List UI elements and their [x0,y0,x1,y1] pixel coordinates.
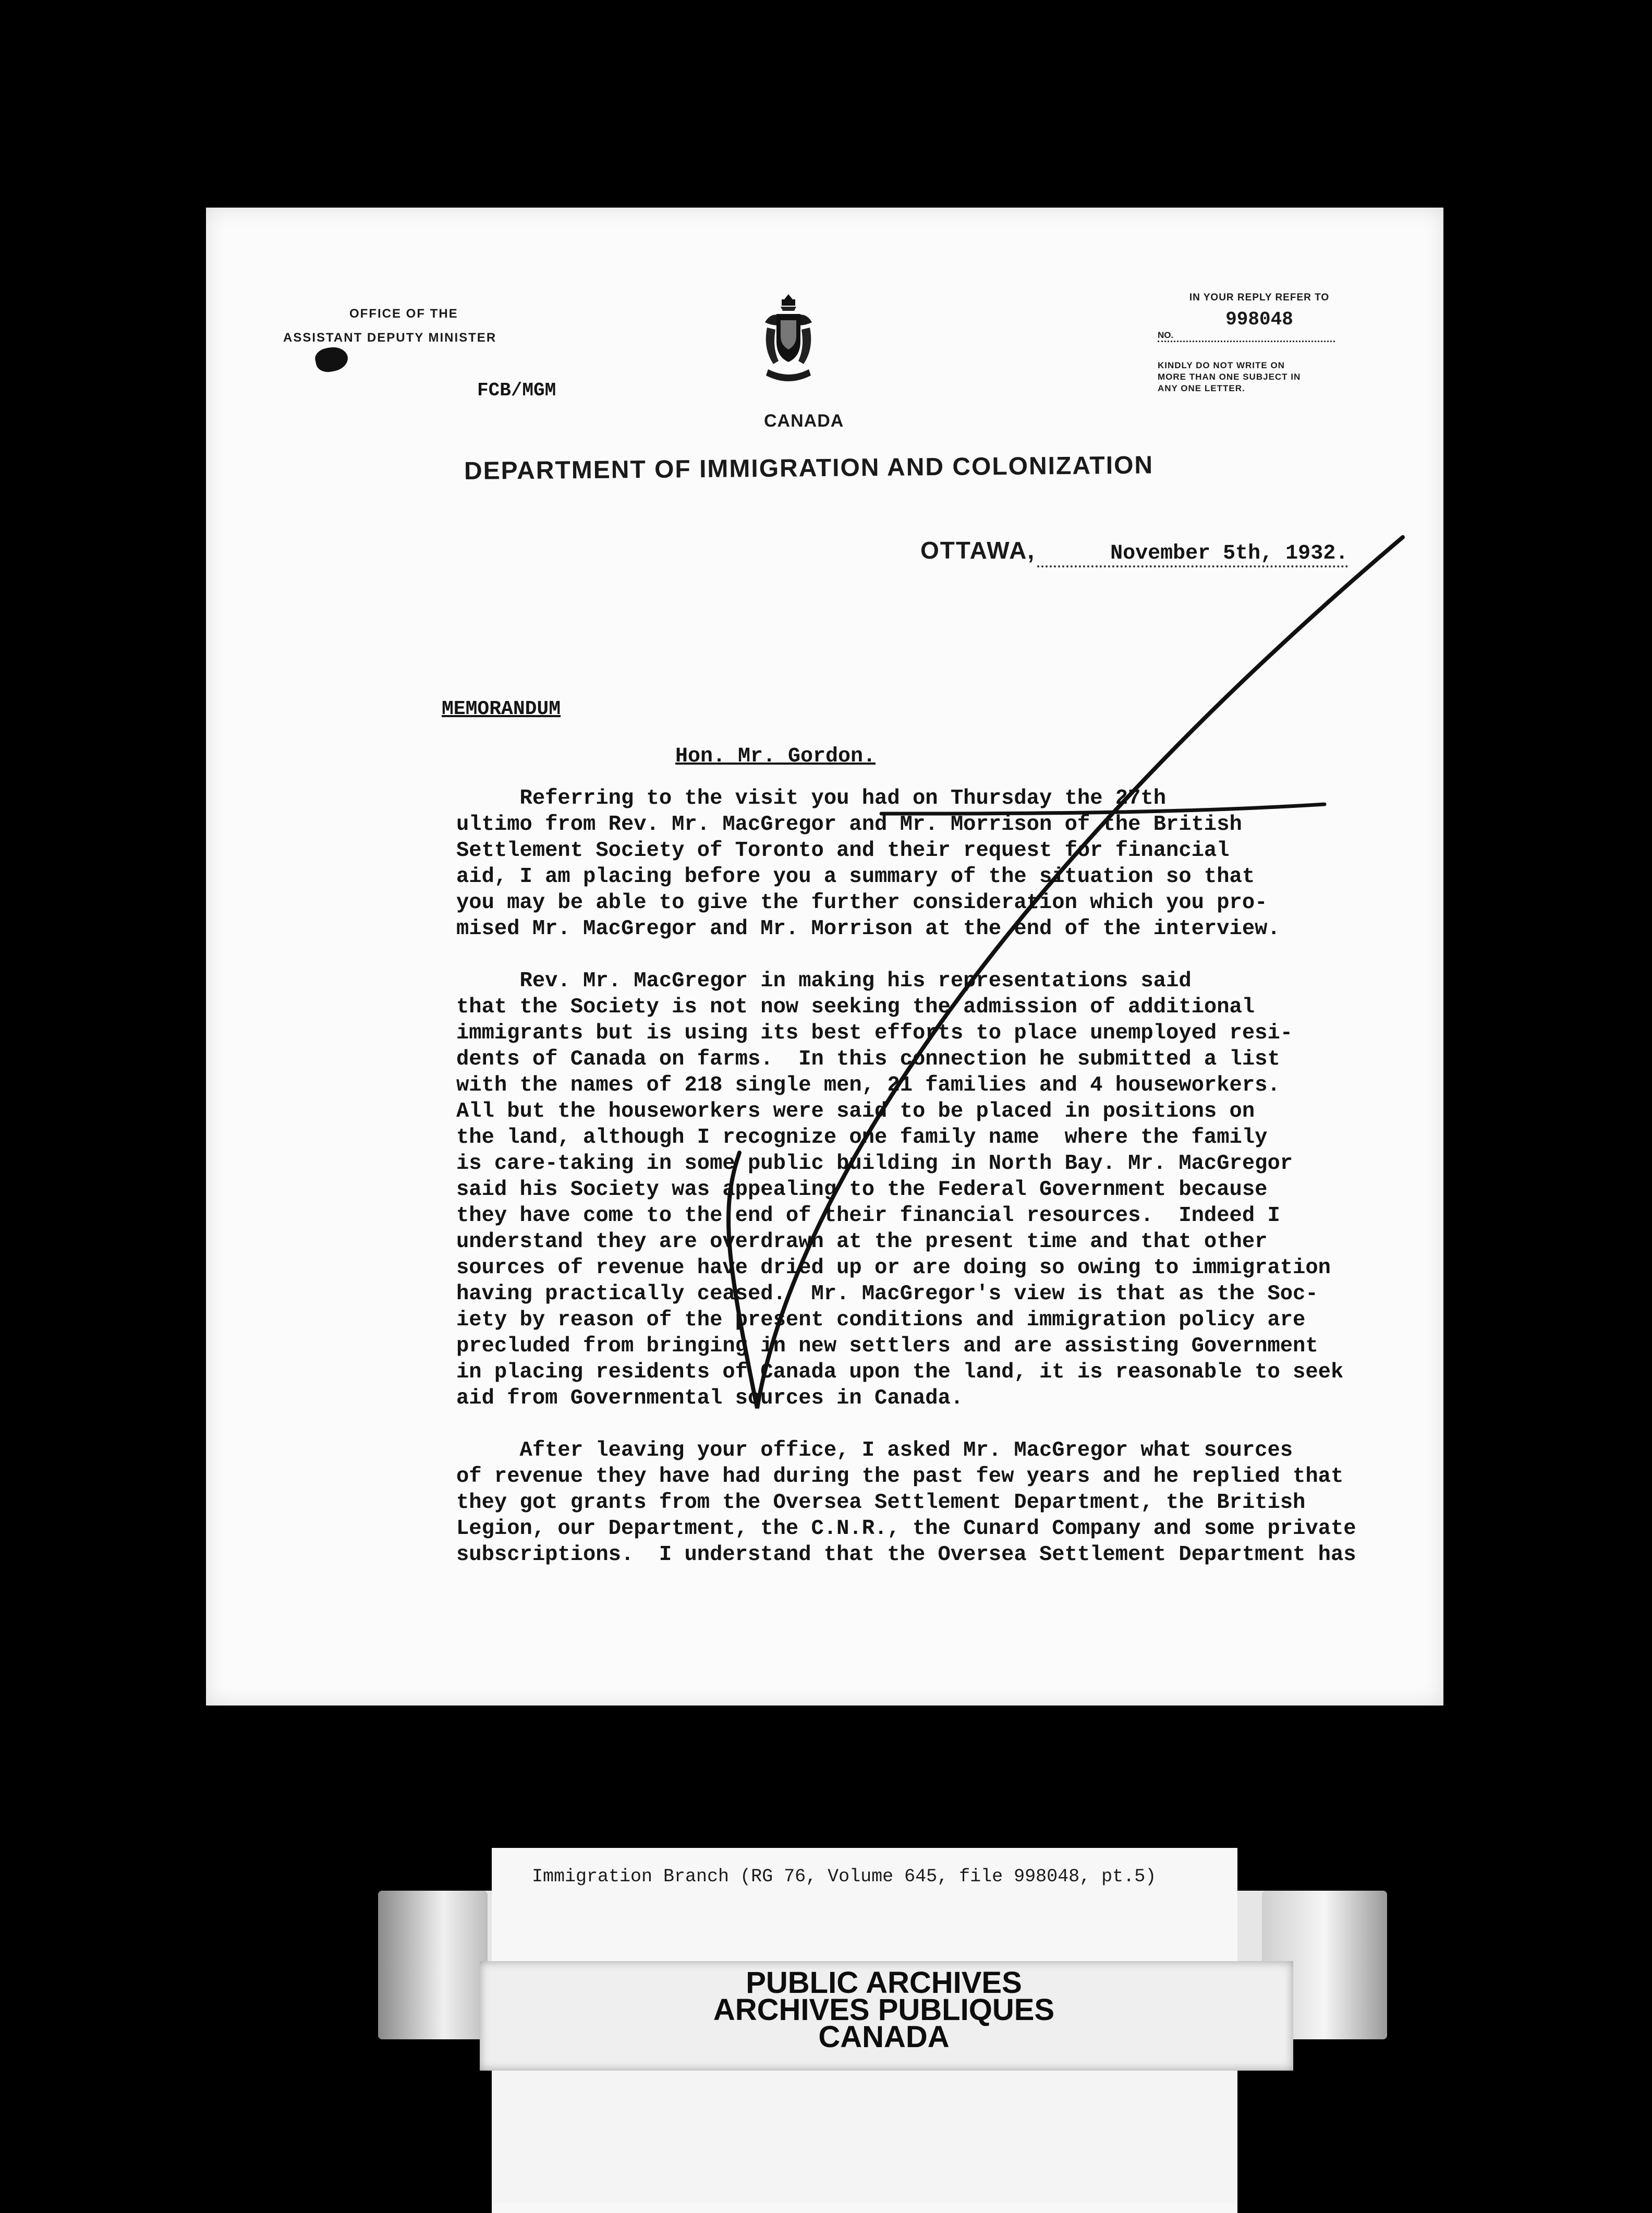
memo-line: Referring to the visit you had on Thursday the 27th [456,787,1167,811]
memo-line: ultimo from Rev. Mr. MacGregor and Mr. Morrison of the British [456,813,1242,837]
archive-label-bottom [492,2071,1237,2203]
reply-number: 998048 [1225,309,1293,330]
reply-reference-box [1158,292,1361,394]
memo-line: iety by reason of the present conditions and immigration policy are [456,1308,1306,1332]
memo-paragraph [456,1437,1577,1568]
paragraph-gap [456,1411,1577,1437]
memo-line: mised Mr. MacGregor and Mr. Morrison at the end of the interview. [456,917,1280,941]
reply-instruction-line: ANY ONE LETTER. [1158,383,1245,393]
reply-label: IN YOUR REPLY REFER TO [1189,292,1330,303]
memo-line: you may be able to give the further consideration which you pro- [456,891,1268,915]
memo-body [456,785,1577,1568]
reply-instruction-line: KINDLY DO NOT WRITE ON [1158,360,1285,370]
memo-paragraph [456,785,1577,942]
memo-paragraph [456,968,1577,1411]
memo-line: dents of Canada on farms. In this connection he submitted a list [456,1047,1280,1071]
memo-line: having practically ceased. Mr. MacGregor's view is that as the Soc- [456,1282,1318,1306]
reply-instruction-line: MORE THAN ONE SUBJECT IN [1158,372,1301,382]
ink-smudge [313,344,350,374]
memo-line: in placing residents of Canada upon the land, it is reasonable to seek [456,1360,1344,1384]
archive-tape-left-end [378,1891,488,2039]
memo-line: All but the houseworkers were said to be placed in positions on [456,1099,1255,1123]
memo-line: they have come to the end of their financial resources. Indeed I [456,1204,1280,1228]
memo-addressee: Hon. Mr. Gordon. [675,745,876,768]
memo-line: the land, although I recognize one family name where the family [456,1126,1268,1150]
paragraph-gap [456,942,1577,968]
memo-line: that the Society is not now seeking the admission of additional [456,995,1255,1019]
memo-line: aid, I am placing before you a summary of the situation so that [456,865,1255,889]
letter-date: November 5th, 1932. [1037,542,1348,567]
reply-number-field-label: NO. [1158,330,1335,342]
memo-heading: MEMORANDUM [442,698,561,720]
memo-line: subscriptions. I understand that the Oversea Settlement Department has [456,1543,1356,1567]
memo-line: precluded from bringing in new settlers and are assisting Government [456,1334,1318,1358]
stamp-line: PUBLIC ARCHIVES [746,1966,1022,2000]
archives-stamp [678,1966,1090,2054]
memo-line: Rev. Mr. MacGregor in making his representations said [456,969,1192,993]
office-title-line2: ASSISTANT DEPUTY MINISTER [283,331,497,345]
memo-line: said his Society was appealing to the Federal Government because [456,1178,1268,1202]
memo-line: of revenue they have had during the past few years and he replied that [456,1465,1344,1489]
memo-line: Settlement Society of Toronto and their request for financial [456,839,1230,863]
memo-line: sources of revenue have dried up or are doing so owing to immigration [456,1256,1331,1280]
office-title-line1: OFFICE OF THE [349,307,458,321]
reference-initials: FCB/MGM [477,380,556,401]
memo-line: with the names of 218 single men, 21 families and 4 houseworkers. [456,1073,1280,1097]
memo-line: is care-taking in some public building in North Bay. Mr. MacGregor [456,1152,1293,1176]
memo-line: aid from Governmental sources in Canada. [456,1386,964,1410]
country-name: CANADA [764,411,844,431]
memo-line: immigrants but is using its best efforts to place unemployed resi- [456,1021,1293,1045]
memo-line: understand they are overdrawn at the present time and that other [456,1230,1268,1254]
stamp-line: CANADA [818,2020,950,2054]
department-name: DEPARTMENT OF IMMIGRATION AND COLONIZATION [464,451,1154,485]
memo-line: After leaving your office, I asked Mr. MacGregor what sources [456,1438,1293,1462]
place-name: OTTAWA, [920,537,1036,564]
coat-of-arms-icon [758,291,819,385]
memo-page [206,208,1443,1706]
stamp-line: ARCHIVES PUBLIQUES [713,1993,1055,2027]
archive-reference: Immigration Branch (RG 76, Volume 645, file 998048, pt.5) [532,1866,1157,1887]
memo-line: they got grants from the Oversea Settlement Department, the British [456,1491,1306,1515]
place-date-line [920,536,1348,565]
reply-instruction [1158,360,1361,394]
memo-line: Legion, our Department, the C.N.R., the Cunard Company and some private [456,1517,1356,1541]
